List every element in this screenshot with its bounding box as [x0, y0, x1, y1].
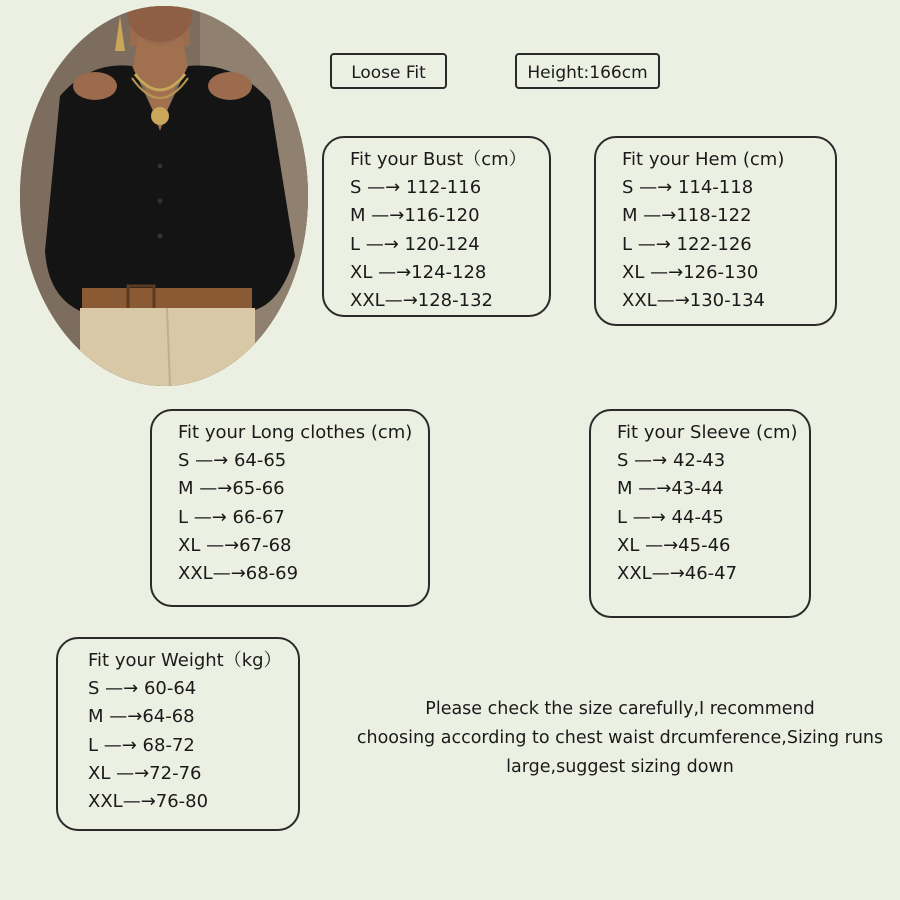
bust-row-s: S —→ 112-116 [350, 177, 482, 198]
hem-row-xxl: XXL—→130-134 [622, 290, 765, 312]
length-card-title: Fit your Long clothes (cm) [178, 422, 413, 443]
height-label: Height:166cm [515, 53, 660, 89]
length-row-xxl: XXL—→68-69 [178, 563, 299, 585]
bust-row-xxl: XXL—→128-132 [350, 290, 493, 312]
length-row-s: S —→ 64-65 [178, 450, 287, 471]
length-row-m: M —→65-66 [178, 478, 285, 500]
bust-row-xl: XL —→124-128 [350, 261, 487, 283]
weight-card-title: Fit your Weight（kg） [88, 650, 282, 671]
model-photo [20, 6, 308, 386]
sleeve-row-m: M —→43-44 [617, 478, 724, 500]
weight-row-xxl: XXL—→76-80 [88, 791, 209, 813]
sleeve-card-title: Fit your Sleeve (cm) [617, 422, 798, 443]
loose-fit-label: Loose Fit [330, 53, 447, 89]
bust-row-l: L —→ 120-124 [350, 233, 480, 255]
hem-size-card [594, 136, 837, 326]
hem-row-s: S —→ 114-118 [622, 177, 754, 198]
sizing-note-line-2: choosing according to chest waist drcumference,Sizing runs [356, 728, 884, 748]
sizing-note-line-3: large,suggest sizing down [506, 757, 734, 777]
hem-row-l: L —→ 122-126 [622, 233, 752, 255]
weight-row-m: M —→64-68 [88, 706, 195, 728]
hem-card-title: Fit your Hem (cm) [622, 149, 785, 170]
sleeve-row-xxl: XXL—→46-47 [617, 563, 738, 585]
bust-row-m: M —→116-120 [350, 205, 480, 227]
weight-row-s: S —→ 60-64 [88, 678, 197, 699]
sizing-note-line-1: Please check the size carefully,I recommend [425, 699, 815, 719]
sleeve-row-xl: XL —→45-46 [617, 534, 731, 556]
bust-card-title: Fit your Bust（cm） [350, 149, 527, 170]
hem-row-xl: XL —→126-130 [622, 261, 759, 283]
sleeve-row-l: L —→ 44-45 [617, 506, 724, 528]
weight-row-l: L —→ 68-72 [88, 734, 195, 756]
sleeve-row-s: S —→ 42-43 [617, 450, 726, 471]
weight-row-xl: XL —→72-76 [88, 762, 202, 784]
model-illustration [20, 6, 308, 386]
hem-row-m: M —→118-122 [622, 205, 752, 227]
length-size-card [150, 409, 430, 607]
bust-size-card [322, 136, 551, 317]
sleeve-size-card [589, 409, 811, 618]
length-row-xl: XL —→67-68 [178, 534, 292, 556]
sizing-note [345, 695, 895, 782]
weight-size-card [56, 637, 300, 831]
length-row-l: L —→ 66-67 [178, 506, 285, 528]
